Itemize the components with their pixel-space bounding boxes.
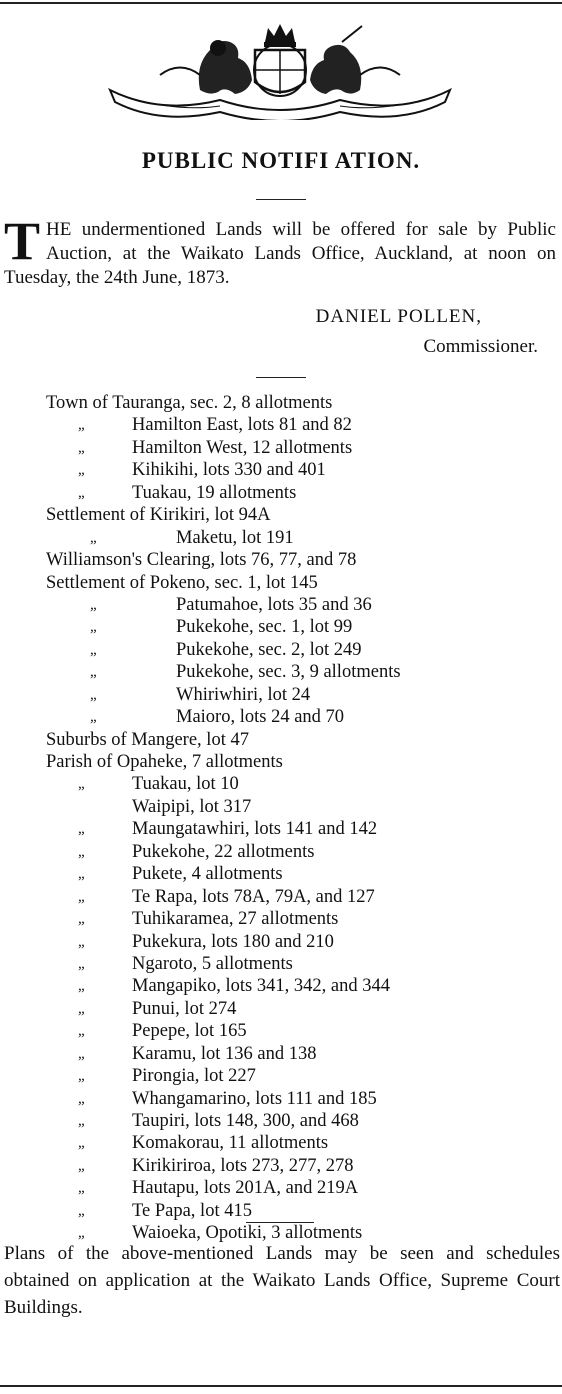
lot-text: Komakorau, 11 allotments (132, 1133, 329, 1154)
lot-text: Ngaroto, 5 allotments (132, 953, 293, 974)
lot-text: Parish of Opaheke, 7 allotments (46, 752, 283, 772)
lot-row (0, 998, 562, 1020)
lot-row (0, 1132, 562, 1154)
lot-text: Kirikiriroa, lots 273, 277, 278 (132, 1155, 354, 1176)
ditto-mark: „ (78, 776, 85, 793)
ditto-mark: „ (90, 686, 97, 703)
lot-row (0, 863, 562, 885)
lot-text: Pukete, 4 allotments (132, 864, 283, 885)
royal-coat-of-arms-emblem (100, 20, 460, 120)
lot-row (0, 1088, 562, 1110)
ditto-mark: „ (78, 1135, 85, 1152)
lot-row (0, 527, 562, 549)
signer-title: Commissioner. (423, 336, 538, 357)
ditto-mark: „ (78, 978, 85, 995)
title-divider (256, 199, 306, 200)
ditto-mark: „ (90, 664, 97, 681)
ditto-mark: „ (78, 439, 85, 456)
lot-text: Whangamarino, lots 111 and 185 (132, 1088, 377, 1109)
ditto-mark: „ (78, 1000, 85, 1017)
lot-row (0, 639, 562, 661)
lot-text: Settlement of Kirikiri, lot 94A (46, 505, 271, 526)
ditto-mark: „ (78, 462, 85, 479)
ditto-mark: „ (78, 1045, 85, 1062)
ditto-mark: „ (90, 709, 97, 726)
lot-text: Kihikihi, lots 330 and 401 (132, 460, 326, 481)
intro-text: HE undermentioned Lands will be offered for sale by Public Auction, at the Waikato Lands Office, Auckland, at noon on Tuesday, the 24th June, 1873. (4, 219, 556, 288)
lot-text: Karamu, lot 136 and 138 (132, 1043, 317, 1064)
lot-row (0, 729, 562, 751)
lot-row (0, 1200, 562, 1222)
lot-row (0, 482, 562, 504)
lot-row (0, 1110, 562, 1132)
ditto-mark: „ (90, 619, 97, 636)
notice-title: PUBLIC NOTIFI ATION. (141, 148, 421, 173)
ditto-mark: „ (78, 1090, 85, 1107)
signer-name: DANIEL POLLEN, (315, 306, 482, 327)
lot-text: Te Rapa, lots 78A, 79A, and 127 (132, 886, 375, 907)
lot-row (0, 661, 562, 683)
lot-row (0, 773, 562, 795)
lot-text: Punui, lot 274 (132, 998, 237, 1019)
lot-row (0, 459, 562, 481)
ditto-mark: „ (78, 821, 85, 838)
lot-row (0, 616, 562, 638)
lot-row (0, 1155, 562, 1177)
lot-text: Mangapiko, lots 341, 342, and 344 (132, 976, 390, 997)
lot-row (0, 572, 562, 594)
ditto-mark: „ (78, 888, 85, 905)
lot-text: Hamilton East, lots 81 and 82 (132, 415, 352, 436)
top-rule (0, 2, 562, 4)
lot-text: Te Papa, lot 415 (132, 1200, 252, 1221)
lot-text: Suburbs of Mangere, lot 47 (46, 729, 249, 750)
lot-text: Tuhikaramea, 27 allotments (132, 909, 339, 930)
lot-text: Hamilton West, 12 allotments (132, 437, 353, 458)
footer-note: Plans of the above-mentioned Lands may be seen and schedules obtained on application at the Waikato Lands Office, Supreme Court Buildings. (4, 1243, 560, 1318)
ditto-mark: „ (90, 641, 97, 658)
ditto-mark: „ (78, 866, 85, 883)
lot-text: Pukekura, lots 180 and 210 (132, 931, 334, 952)
lot-text: Pukekohe, sec. 1, lot 99 (176, 617, 353, 638)
ditto-mark: „ (78, 911, 85, 928)
lot-row (0, 594, 562, 616)
ditto-mark: „ (78, 955, 85, 972)
lot-text: Tuakau, 19 allotments (132, 482, 297, 503)
lot-row (0, 796, 562, 818)
lot-row (0, 841, 562, 863)
notice-intro (4, 211, 556, 290)
lot-row (0, 1020, 562, 1042)
lot-row (0, 931, 562, 953)
lot-text: Pukekohe, sec. 2, lot 249 (176, 639, 362, 660)
dropcap-letter: T (4, 211, 41, 271)
lot-row (0, 886, 562, 908)
lot-row (0, 1065, 562, 1087)
lot-row (0, 414, 562, 436)
lot-text: Town of Tauranga, sec. 2, 8 allotments (46, 393, 333, 413)
lot-text: Tuakau, lot 10 (132, 774, 239, 795)
lot-text: Waipipi, lot 317 (132, 796, 252, 817)
ditto-mark: „ (78, 1068, 85, 1085)
lot-row (0, 504, 562, 526)
lot-text: Maioro, lots 24 and 70 (176, 707, 345, 728)
lot-row (0, 953, 562, 975)
lot-text: Maketu, lot 191 (176, 527, 294, 548)
lot-text: Hautapu, lots 201A, and 219A (132, 1178, 359, 1199)
lot-text: Pepepe, lot 165 (132, 1021, 247, 1042)
lot-row (0, 549, 562, 571)
ditto-mark: „ (90, 596, 97, 613)
lot-row (0, 908, 562, 930)
lot-row (0, 392, 562, 414)
ditto-mark: „ (78, 1225, 85, 1242)
lot-row (0, 975, 562, 997)
lot-row (0, 437, 562, 459)
lot-row (0, 684, 562, 706)
lot-text: Taupiri, lots 148, 300, and 468 (132, 1111, 359, 1131)
footer-divider (246, 1222, 314, 1223)
ditto-mark: „ (78, 843, 85, 860)
ditto-mark: „ (78, 1023, 85, 1040)
section-divider (256, 377, 306, 378)
lot-text: Pukekohe, sec. 3, 9 allotments (176, 662, 401, 683)
ditto-mark: „ (78, 417, 85, 434)
lot-text: Pukekohe, 22 allotments (132, 841, 315, 862)
lots-list (0, 392, 562, 1245)
lot-text: Maungatawhiri, lots 141 and 142 (132, 819, 378, 840)
lot-text: Pirongia, lot 227 (132, 1066, 256, 1087)
ditto-mark: „ (90, 529, 97, 546)
ditto-mark: „ (78, 1113, 85, 1129)
ditto-mark: „ (78, 1180, 85, 1197)
ditto-mark: „ (78, 1202, 85, 1219)
ditto-mark: „ (78, 484, 85, 501)
lot-row (0, 706, 562, 728)
ditto-mark: „ (78, 1157, 85, 1174)
lot-text: Whiriwhiri, lot 24 (176, 684, 311, 705)
lot-row (0, 1043, 562, 1065)
ditto-mark: „ (78, 933, 85, 950)
lot-text: Patumahoe, lots 35 and 36 (176, 594, 372, 615)
lot-text: Williamson's Clearing, lots 76, 77, and 78 (46, 550, 357, 571)
lot-row (0, 751, 562, 773)
bottom-rule (0, 1385, 562, 1387)
lot-row (0, 1177, 562, 1199)
lot-text: Waioeka, Opotiki, 3 allotments (132, 1223, 363, 1244)
lot-text: Settlement of Pokeno, sec. 1, lot 145 (46, 572, 318, 593)
lot-row (0, 818, 562, 840)
